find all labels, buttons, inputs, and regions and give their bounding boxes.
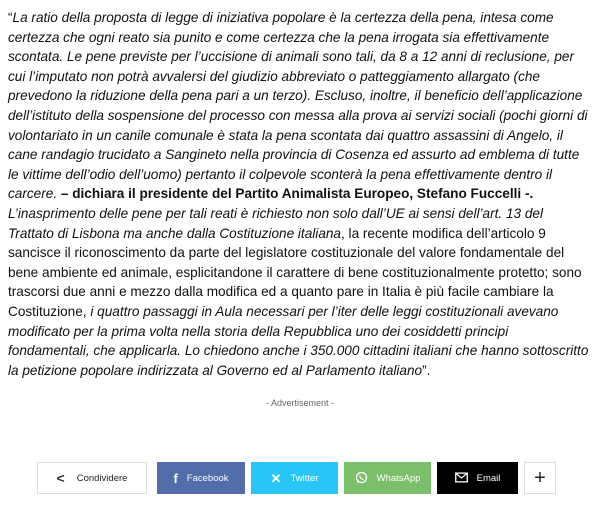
share-icon: < [56,470,65,486]
facebook-label: Facebook [186,472,229,484]
whatsapp-icon [355,471,368,486]
quote-text-1: La ratio della proposta di legge di iniziativa popolare è la certezza della pena, intesa come certezza che ogni reato sia punito e come certezza che la pena irrogata sia effettivamente scontata. Le pene previste per l’uccisione di animali sono tali, da 8 a 12 anni di reclusione, per cui l’imputato non potrà avvalersi del giudizio abbreviato o patteggiamento allargato (che prevedono la riduzione della pena pari a un terzo). Escluso, inoltre, il beneficio dell’applicazione dell’istituto della sospensione del processo con messa alla prova ai servizi sociali (pochi giorni di volontariato in un canile comunale è stata la pena scontata dai quattro assassini di Angelo, il cane randagio trucidato a Sangineto nella provincia di Cosenza ed assurto ad emblema di tutte le vittime dell’odio dell’uomo) pertanto il colpevole sconterà la pena effettivamente dentro il carcere. [8,10,588,202]
plus-icon: + [534,466,546,489]
advertisement-label: - Advertisement - [265,398,335,408]
email-share-button[interactable] [437,462,518,494]
attribution-text: – dichiara il presidente del Partito Animalista Europeo, Stefano Fuccelli -. [57,186,534,202]
x-twitter-icon: ✕ [270,470,282,486]
closing-quote: ”. [422,362,431,378]
facebook-icon: f [173,470,178,486]
twitter-share-button[interactable] [251,462,338,494]
more-share-button[interactable] [524,462,556,494]
quote-text-3: i quattro passaggi in Aula necessari per l’iter delle leggi costituzionali avevano modificato per la prima volta nella storia della Repubblica uno dei cosiddetti principi fondamentali, che applicarla. Lo chiedono anche i 350.000 cittadini italiani che hanno sottoscritto la petizione popolare indirizzata al Governo ed al Parlamento italiano [8,303,589,378]
whatsapp-label: WhatsApp [376,472,421,484]
article-paragraph [8,8,592,380]
quote-text-2: L’inasprimento delle pene per tali reati è richiesto non solo dall’UE ai sensi dell’art. 13 del Trattato di Lisbona ma anche dalla Costituzione italiana [8,205,543,241]
share-label: Condividere [76,472,128,484]
whatsapp-share-button[interactable] [344,462,431,494]
email-label: Email [476,472,501,484]
article-body [8,8,592,380]
share-bar [37,462,556,494]
twitter-label: Twitter [290,472,319,484]
email-icon [455,472,468,485]
facebook-share-button[interactable] [157,462,245,494]
body-text: , la recente modifica dell’articolo 9 sancisce il riconoscimento da parte del legislatore costituzionale del valore fondamentale del bene ambiente ed animale, esplicitandone il carattere di bene costituzionalmente protetto; sono trascorsi due anni e mezzo dalla modifica ed a quanto pare in Italia è più facile cambiare la Costituzione, [8,225,582,319]
opening-quote: “ [8,10,13,25]
share-label-button[interactable] [37,462,147,494]
